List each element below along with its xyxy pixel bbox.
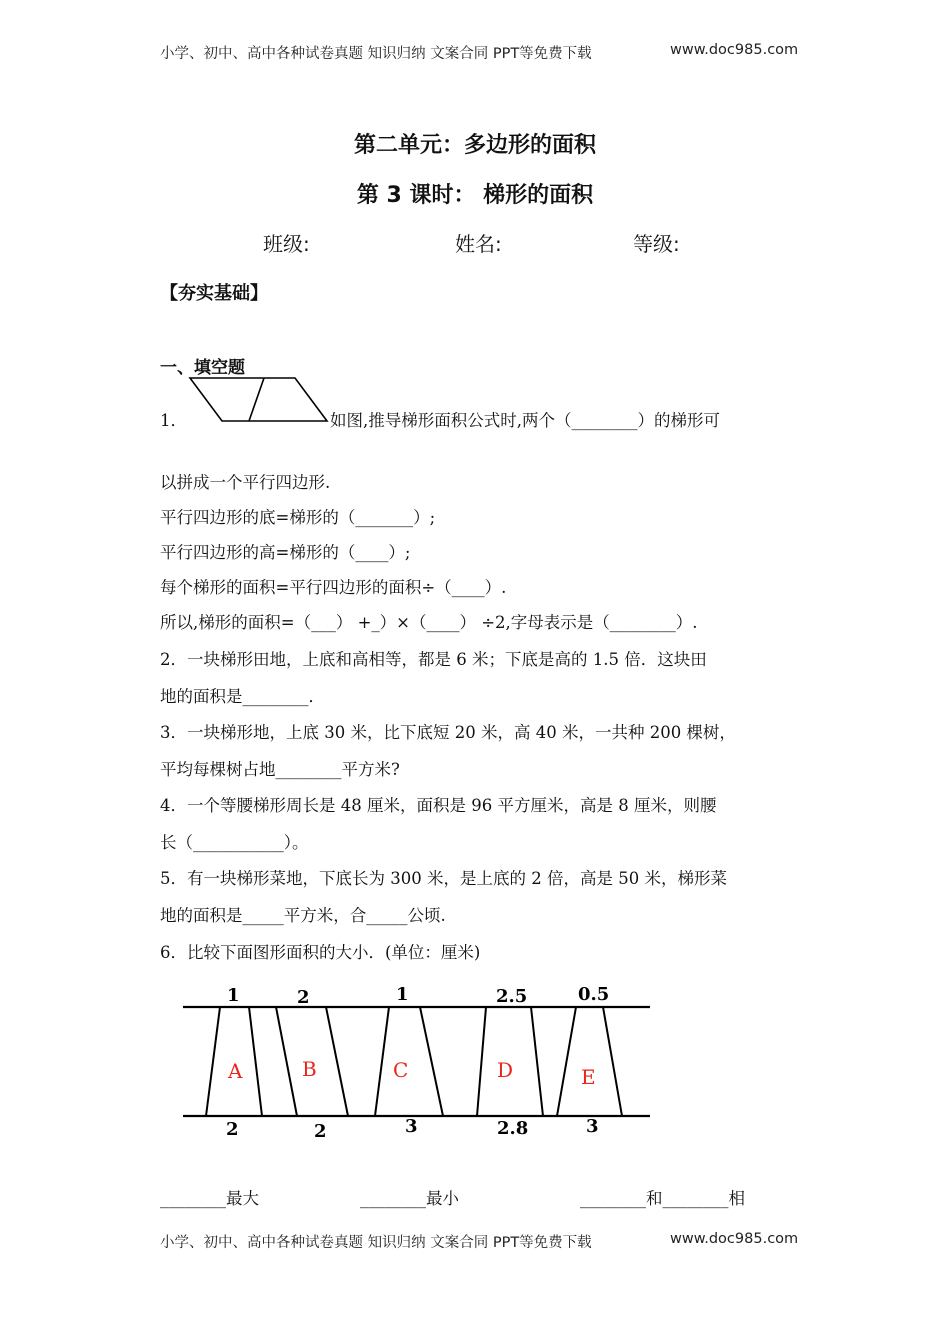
- trapezoid-a-right-side: [249, 1007, 262, 1116]
- q2-line1: 2．一块梯形田地，上底和高相等，都是 6 米；下底是高的 1.5 倍．这块田: [160, 650, 707, 669]
- trapezoid-a-bottom-label: 2: [226, 1119, 239, 1140]
- header-site[interactable]: www.doc985.com: [670, 42, 799, 58]
- q1-text: 如图,推导梯形面积公式时,两个（________）的梯形可: [330, 411, 720, 430]
- section-heading: 【夯实基础】: [160, 283, 268, 304]
- q1-line5: 每个梯形的面积=平行四边形的面积÷（____）.: [160, 578, 507, 597]
- q6-answer-equal: ________和________相: [580, 1189, 745, 1208]
- trapezoid-d-letter: D: [497, 1058, 514, 1082]
- q1-line2: 以拼成一个平行四边形.: [160, 473, 331, 492]
- q5-line1: 5．有一块梯形菜地，下底长为 300 米，是上底的 2 倍，高是 50 米，梯形菜: [160, 869, 727, 888]
- q3-line1: 3．一块梯形地，上底 30 米，比下底短 20 米，高 40 米，一共种 200 棵树，: [160, 723, 736, 742]
- q6-line1: 6．比较下面图形面积的大小．(单位：厘米): [160, 943, 481, 962]
- page-footer: [160, 1231, 800, 1251]
- trapezoid-b-bottom-label: 2: [314, 1121, 327, 1142]
- q3-line2: 平均每棵树占地________平方米?: [160, 760, 400, 779]
- header-text: 小学、初中、高中各种试卷真题 知识归纳 文案合同 PPT等免费下载: [160, 46, 592, 62]
- trapezoid-c-letter: C: [393, 1058, 409, 1082]
- name-label: 姓名:: [455, 232, 502, 256]
- trapezoid-e-letter: E: [581, 1065, 596, 1089]
- trapezoid-b-left-side: [276, 1007, 297, 1116]
- q1-line3: 平行四边形的底=梯形的（_______）;: [160, 508, 436, 527]
- trapezoid-c-top-label: 1: [396, 984, 409, 1005]
- trapezoid-e-bottom-label: 3: [586, 1116, 599, 1137]
- trapezoid-b-top-label: 2: [297, 987, 310, 1008]
- lesson-title: 第 3 课时： 梯形的面积: [356, 183, 594, 208]
- trapezoid-d-right-side: [531, 1007, 543, 1116]
- unit-title: 第二单元：多边形的面积: [353, 133, 596, 158]
- q1-line4: 平行四边形的高=梯形的（____）;: [160, 543, 411, 562]
- trapezoid-b-right-side: [326, 1007, 348, 1116]
- q1-line6: 所以,梯形的面积=（___） +_）×（____） ÷2,字母表示是（________）.: [160, 613, 698, 632]
- trapezoid-a-top-label: 1: [227, 985, 240, 1006]
- trapezoid-e-right-side: [603, 1007, 622, 1116]
- class-label: 班级:: [263, 232, 310, 256]
- trapezoid-b-letter: B: [302, 1057, 317, 1081]
- q1-number: 1．: [160, 411, 187, 430]
- footer-text: 小学、初中、高中各种试卷真题 知识归纳 文案合同 PPT等免费下载: [160, 1235, 592, 1251]
- trapezoid-b: [276, 987, 348, 1142]
- q1-figure: [185, 375, 330, 425]
- trapezoid-c-right-side: [420, 1007, 443, 1116]
- q5-line2: 地的面积是_____平方米，合_____公顷.: [160, 906, 446, 925]
- parallelogram-outline: [190, 378, 327, 421]
- q6-figure: [180, 980, 655, 1145]
- grade-label: 等级:: [633, 232, 680, 256]
- q6-answer-largest: ________最大: [160, 1189, 259, 1208]
- q4-line2: 长（___________）。: [160, 833, 309, 852]
- q6-answer-smallest: ________最小: [360, 1189, 459, 1208]
- trapezoid-e-top-label: 0.5: [578, 984, 610, 1005]
- page-header: [160, 42, 800, 62]
- q2-line2: 地的面积是________．: [160, 687, 325, 706]
- trapezoid-e-left-side: [557, 1007, 576, 1116]
- trapezoid-c-bottom-label: 3: [405, 1116, 418, 1137]
- trapezoid-divider: [249, 378, 264, 421]
- trapezoid-d-top-label: 2.5: [496, 986, 528, 1007]
- trapezoid-c-left-side: [375, 1007, 389, 1116]
- trapezoid-d-left-side: [477, 1007, 486, 1116]
- trapezoid-a-left-side: [206, 1007, 220, 1116]
- trapezoid-d-bottom-label: 2.8: [497, 1118, 529, 1139]
- q4-line1: 4．一个等腰梯形周长是 48 厘米，面积是 96 平方厘米，高是 8 厘米，则腰: [160, 796, 717, 815]
- footer-site[interactable]: www.doc985.com: [670, 1231, 799, 1247]
- subsection-heading: 一、填空题: [160, 358, 245, 378]
- trapezoid-a-letter: A: [228, 1059, 243, 1083]
